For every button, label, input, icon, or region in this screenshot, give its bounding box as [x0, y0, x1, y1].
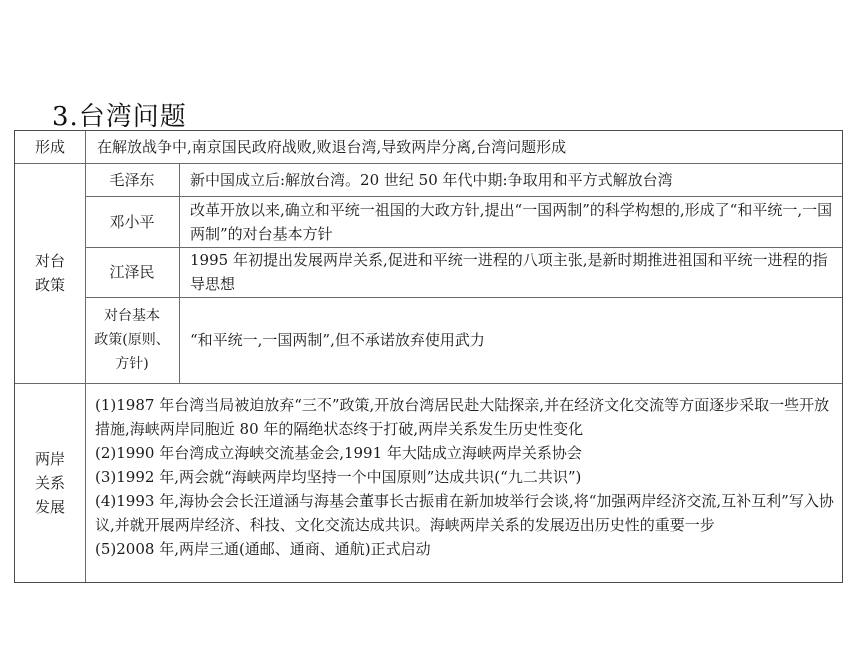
- section-title: 3.台湾问题: [52, 102, 187, 132]
- policy-label: [15, 163, 85, 383]
- formation-label: 形成: [34, 138, 65, 156]
- policy-label-line: 政策: [34, 276, 65, 294]
- policy-content-deng: 改革开放以来,确立和平统一祖国的大政方针,提出“一国两制”的科学构想的,形成了“和平统一,一国两制”的对台基本方针: [190, 200, 833, 243]
- formation-content: 在解放战争中,南京国民政府战败,败退台湾,导致两岸分离,台湾问题形成: [97, 138, 567, 156]
- basic-policy-label: [85, 297, 179, 383]
- history-table: [14, 130, 843, 583]
- table-divider: [15, 383, 842, 384]
- leader-jiang: 江泽民: [109, 263, 155, 281]
- basic-policy-label-line: 方针): [115, 356, 149, 372]
- relations-label: [15, 383, 85, 582]
- relations-label-line: 发展: [34, 497, 65, 516]
- policy-content-mao: 新中国成立后:解放台湾。20 世纪 50 年代中期:争取用和平方式解放台湾: [190, 170, 673, 189]
- policy-content-jiang: 1995 年初提出发展两岸关系,促进和平统一进程的八项主张,是新时期推进祖国和平统一进程的指导思想: [190, 251, 828, 293]
- leader-mao: 毛泽东: [109, 170, 155, 189]
- relations-item: (2)1990 年台湾成立海峡交流基金会,1991 年大陆成立海峡两岸关系协会: [95, 444, 582, 462]
- relations-content: [95, 393, 837, 579]
- relations-item: (5)2008 年,两岸三通(通邮、通商、通航)正式启动: [95, 540, 431, 558]
- basic-policy-label-line: 对台基本: [104, 308, 160, 324]
- leader-deng: 邓小平: [109, 212, 155, 231]
- relations-item: (1)1987 年台湾当局被迫放弃“三不”政策,开放台湾居民赴大陆探亲,并在经济文化交流等方面逐步采取一些开放措施,海峡两岸同胞近 80 年的隔绝状态终于打破,两岸关系发生历史性变化: [95, 396, 830, 438]
- basic-policy-label-line: 政策(原则、: [94, 332, 170, 348]
- relations-item: (3)1992 年,两会就“海峡两岸均坚持一个中国原则”达成共识(“九二共识”): [95, 468, 582, 486]
- basic-policy-content: “和平统一,一国两制”,但不承诺放弃使用武力: [190, 331, 485, 349]
- relations-label-line: 关系: [34, 473, 65, 492]
- policy-label-line: 对台: [34, 252, 65, 270]
- relations-item: (4)1993 年,海协会会长汪道涵与海基会董事长古振甫在新加坡举行会谈,将“加强两岸经济交流,互补互利”写入协议,并就开展两岸经济、科技、文化交流达成共识。海峡两岸关系的发展迈出历史性的重要一步: [95, 492, 834, 534]
- relations-label-line: 两岸: [34, 449, 65, 468]
